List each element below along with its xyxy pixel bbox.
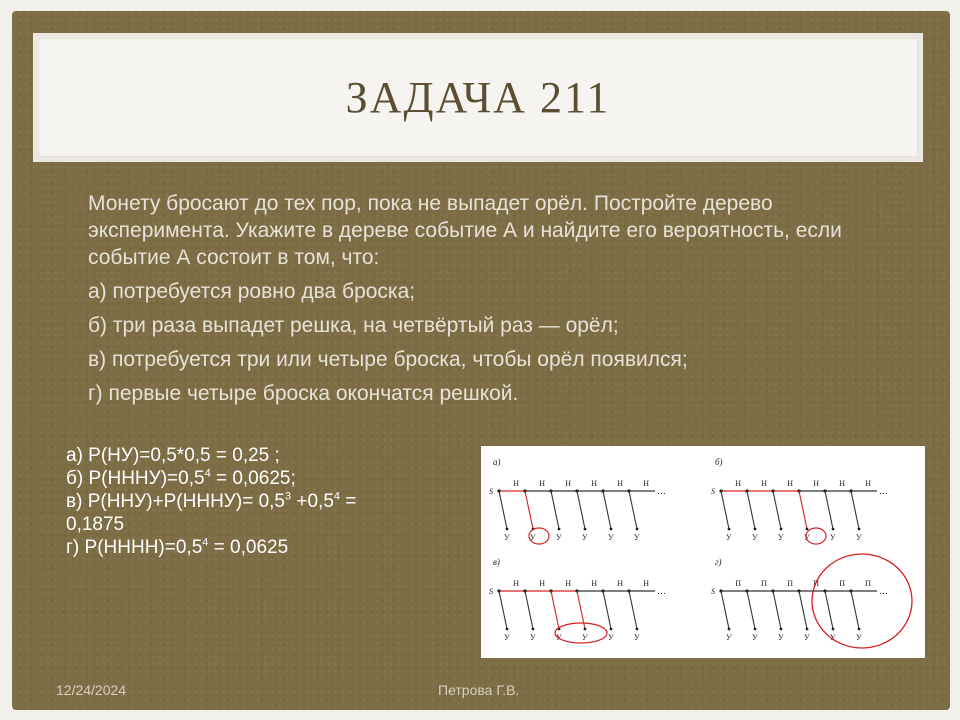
tree-branch-edge xyxy=(773,491,781,529)
tree-lower-label: У xyxy=(556,633,562,642)
start-node-label: S xyxy=(711,487,715,496)
tree-upper-label: Н xyxy=(591,579,598,588)
start-node-label: S xyxy=(489,587,493,596)
tree-branch-edge xyxy=(721,591,729,629)
tree-branch-edge xyxy=(603,591,611,629)
tree-branch-edge xyxy=(825,491,833,529)
tree-upper-label: Н xyxy=(513,579,520,588)
tree-lower-label: У xyxy=(504,533,510,542)
tree-leaf-node xyxy=(584,528,587,531)
tree-upper-label: Н xyxy=(761,479,768,488)
tree-upper-label: Н xyxy=(565,479,572,488)
tree-lower-label: У xyxy=(556,533,562,542)
tree-lower-label: У xyxy=(830,633,836,642)
tree-lower-label: У xyxy=(752,533,758,542)
tree-leaf-node xyxy=(728,628,731,631)
tree-leaf-node xyxy=(532,628,535,631)
tree-branch-edge xyxy=(799,591,807,629)
tree-leaf-node xyxy=(780,528,783,531)
tree-branch-edge xyxy=(577,491,585,529)
tree-upper-label: Н xyxy=(865,479,872,488)
tree-leaf-node xyxy=(806,628,809,631)
task-item-b: б) три раза выпадет решка, на четвёртый раз — орёл; xyxy=(88,314,619,337)
tree-lower-label: У xyxy=(778,533,784,542)
tree-branch-edge xyxy=(851,591,859,629)
tree-leaf-node xyxy=(558,528,561,531)
tree-upper-label: Н xyxy=(643,479,650,488)
tree-branch-edge xyxy=(525,491,533,529)
tree-lower-label: У xyxy=(634,533,640,542)
tree-branch-edge xyxy=(799,491,807,529)
tree-branch-edge xyxy=(851,491,859,529)
tree-upper-label: П xyxy=(813,579,820,588)
answer-v: в) Р(ННУ)+Р(НННУ)= $0,5^3 +0,5^4$ = xyxy=(66,490,357,512)
tree-leaf-node xyxy=(506,528,509,531)
tree-lower-label: У xyxy=(582,633,588,642)
task-item-v: в) потребуется три или четыре броска, чтобы орёл появился; xyxy=(88,348,688,371)
tree-lower-label: У xyxy=(752,633,758,642)
tree-lower-label: У xyxy=(530,533,536,542)
tree-upper-label: П xyxy=(735,579,742,588)
title-band xyxy=(38,38,918,157)
tree-leaf-node xyxy=(832,528,835,531)
experiment-trees-svg xyxy=(481,446,925,658)
tree-lower-label: У xyxy=(856,533,862,542)
tree-lower-label: У xyxy=(608,533,614,542)
tree-upper-label: Н xyxy=(617,479,624,488)
tree-branch-edge xyxy=(603,491,611,529)
task-item-a: а) потребуется ровно два броска; xyxy=(88,280,416,303)
tree-branch-edge xyxy=(629,591,637,629)
tree-leaf-node xyxy=(832,628,835,631)
answer-g: г) $Р(НННН)=0,5^4 = 0,0625$ xyxy=(66,536,289,558)
panel-label: а) xyxy=(493,457,501,467)
tree-lower-label: У xyxy=(778,633,784,642)
tree-lower-label: У xyxy=(830,533,836,542)
tree-branch-edge xyxy=(499,591,507,629)
tree-branch-edge xyxy=(499,491,507,529)
task-intro: Монету бросают до тех пор, пока не выпадет орёл. Постройте дерево эксперимента. Укажите в дереве событие А и найдите его вероятность, если событие А состоит в том, что: xyxy=(88,192,842,269)
tree-branch-edge xyxy=(525,591,533,629)
start-node-label: S xyxy=(711,587,715,596)
tree-lower-label: У xyxy=(582,533,588,542)
tree-upper-label: Н xyxy=(539,479,546,488)
tree-upper-label: Н xyxy=(617,579,624,588)
tree-upper-label: Н xyxy=(591,479,598,488)
tree-branch-edge xyxy=(629,491,637,529)
tree-upper-label: Н xyxy=(839,479,846,488)
tree-upper-label: Н xyxy=(539,579,546,588)
tree-upper-label: Н xyxy=(787,479,794,488)
experiment-trees-image xyxy=(481,446,925,658)
answer-b: б) $Р(НННУ)=0,5^4 = 0,0625$; xyxy=(66,467,296,489)
tree-upper-label: Н xyxy=(813,479,820,488)
tree-branch-edge xyxy=(747,491,755,529)
tree-lower-label: У xyxy=(634,633,640,642)
tree-lower-label: У xyxy=(804,633,810,642)
answers-block xyxy=(66,444,456,559)
tree-leaf-node xyxy=(728,528,731,531)
tree-leaf-node xyxy=(806,528,809,531)
tree-branch-edge xyxy=(721,491,729,529)
tree-leaf-node xyxy=(584,628,587,631)
tree-leaf-node xyxy=(636,528,639,531)
tree-leaf-node xyxy=(506,628,509,631)
tree-upper-label: П xyxy=(865,579,872,588)
slide-title: ЗАДАЧА 211 xyxy=(345,73,611,122)
tree-leaf-node xyxy=(780,628,783,631)
tree-leaf-node xyxy=(610,528,613,531)
answer-v-result: 0,1875 xyxy=(66,514,125,535)
tree-upper-label: Н xyxy=(735,479,742,488)
tree-lower-label: У xyxy=(726,633,732,642)
answer-a: а) Р(НУ)=0,5*0,5 = 0,25 ; xyxy=(66,445,280,466)
tree-lower-label: У xyxy=(726,533,732,542)
tree-upper-label: П xyxy=(761,579,768,588)
tree-leaf-node xyxy=(858,528,861,531)
footer-date: 12/24/2024 xyxy=(56,682,127,698)
tree-upper-label: Н xyxy=(513,479,520,488)
start-node-label: S xyxy=(489,487,493,496)
tree-leaf-node xyxy=(636,628,639,631)
tree-branch-edge xyxy=(551,491,559,529)
tree-leaf-node xyxy=(754,628,757,631)
tree-ellipsis: … xyxy=(879,586,888,596)
task-text xyxy=(88,190,888,414)
tree-upper-label: Н xyxy=(643,579,650,588)
tree-upper-label: Н xyxy=(565,579,572,588)
event-highlight-circle xyxy=(555,623,607,643)
tree-branch-edge xyxy=(551,591,559,629)
tree-leaf-node xyxy=(858,628,861,631)
tree-ellipsis: … xyxy=(657,486,666,496)
tree-branch-edge xyxy=(825,591,833,629)
tree-lower-label: У xyxy=(530,633,536,642)
tree-lower-label: У xyxy=(804,533,810,542)
tree-lower-label: У xyxy=(856,633,862,642)
tree-branch-edge xyxy=(747,591,755,629)
tree-branch-edge xyxy=(773,591,781,629)
panel-label: г) xyxy=(715,557,722,567)
tree-ellipsis: … xyxy=(879,486,888,496)
tree-lower-label: У xyxy=(608,633,614,642)
tree-ellipsis: … xyxy=(657,586,666,596)
task-item-g: г) первые четыре броска окончатся решкой. xyxy=(88,382,519,405)
tree-upper-label: П xyxy=(787,579,794,588)
tree-leaf-node xyxy=(610,628,613,631)
panel-label: б) xyxy=(715,457,723,467)
tree-upper-label: П xyxy=(839,579,846,588)
tree-leaf-node xyxy=(754,528,757,531)
panel-label: в) xyxy=(493,557,500,567)
footer-author: Петрова Г.В. xyxy=(438,682,520,698)
tree-lower-label: У xyxy=(504,633,510,642)
